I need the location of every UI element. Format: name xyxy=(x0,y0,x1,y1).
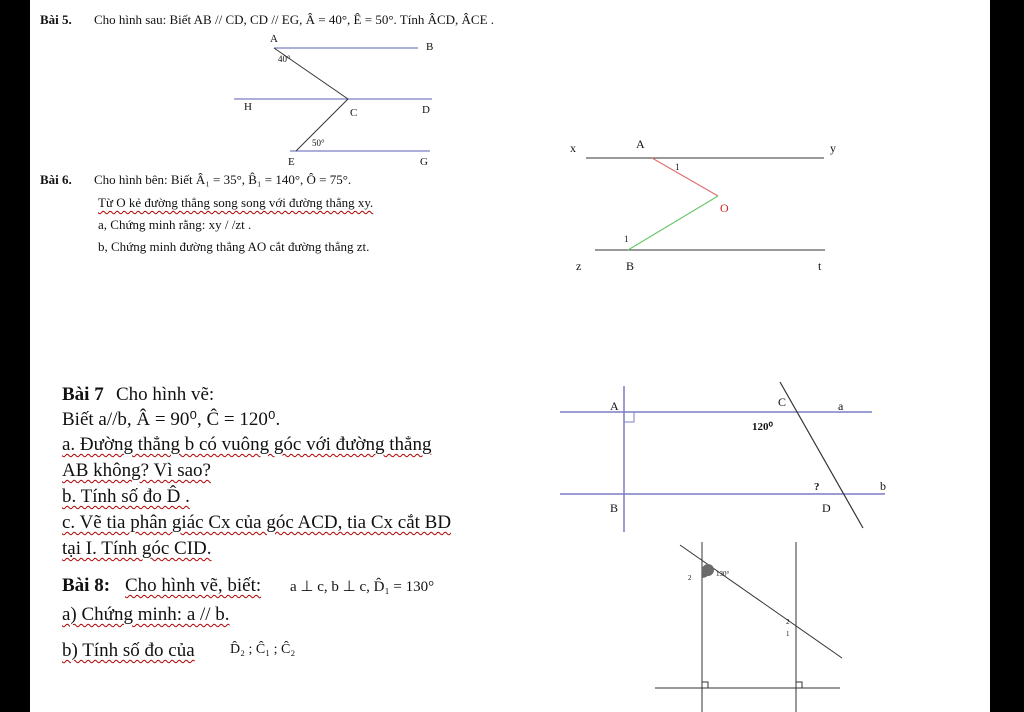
problem-6-line1: Từ O kẻ đường thẳng song song với đường thẳng xy. xyxy=(98,195,374,210)
angle-d1-shade xyxy=(702,564,714,576)
label-a: A xyxy=(610,399,619,413)
segment-ob xyxy=(628,196,718,250)
angle-c2-label: 2 xyxy=(786,618,790,626)
problem-7-label: Bài 7 xyxy=(62,384,104,405)
label-h: H xyxy=(244,101,252,113)
problem-7-line4: b. Tính số đo D̂ . xyxy=(62,486,190,507)
problem-7-intro: Cho hình vẽ: xyxy=(116,384,215,405)
segment-ao xyxy=(652,158,718,196)
problem-8-intro: Cho hình vẽ, biết: xyxy=(125,575,262,596)
angle-d2-label: 2 xyxy=(688,574,692,582)
problem-8-angles: D̂₂ ; Ĉ₁ ; Ĉ₂ xyxy=(230,642,296,657)
problem-5-label: Bài 5. xyxy=(40,12,72,27)
label-z: z xyxy=(576,259,582,273)
figure-6 xyxy=(570,137,836,273)
label-x: x xyxy=(570,141,576,155)
figure-8 xyxy=(655,542,842,712)
right-angle-mark xyxy=(624,412,634,422)
document-page xyxy=(30,0,990,712)
problem-7-line6: tại I. Tính góc CID. xyxy=(62,538,212,559)
problem-7-line2: a. Đường thẳng b có vuông góc với đường thẳng xyxy=(62,434,432,455)
problem-7-line5: c. Vẽ tia phân giác Cx của góc ACD, tia Cx cắt BD xyxy=(62,512,452,533)
problem-7-line1: Biết a//b, Â = 90⁰, Ĉ = 120⁰. xyxy=(62,409,281,430)
problem-7-line3: AB không? Vì sao? xyxy=(62,460,211,481)
problem-8-line1: a) Chứng minh: a // b. xyxy=(62,604,230,625)
figure-5 xyxy=(234,33,433,168)
angle-e-label: 50° xyxy=(312,138,325,148)
label-a: A xyxy=(636,137,645,151)
label-c: C xyxy=(778,395,787,409)
problem-6-line2: a, Chứng minh rằng: xy / /zt . xyxy=(98,217,252,232)
angle-a1-label: 1 xyxy=(675,162,680,172)
label-y: y xyxy=(830,141,836,155)
angle-c-label: 120⁰ xyxy=(752,421,773,433)
label-a: A xyxy=(270,33,278,45)
problem-8-line2: b) Tính số đo của xyxy=(62,640,195,661)
label-d: D xyxy=(422,104,430,116)
angle-b1-label: 1 xyxy=(624,234,629,244)
label-o: O xyxy=(720,201,729,215)
problem-6-intro: Cho hình bên: Biết Â₁ = 35°, B̂₁ = 140°, Ô = 75°. xyxy=(94,172,352,187)
angle-d-unknown: ? xyxy=(814,481,820,493)
label-b: B xyxy=(626,259,635,273)
figure-7 xyxy=(560,382,886,532)
label-t: t xyxy=(818,259,822,273)
figures-canvas xyxy=(30,0,990,712)
problem-8-condition: a ⊥ c, b ⊥ c, D̂₁ = 130° xyxy=(290,579,435,595)
label-b: B xyxy=(426,41,434,53)
problem-6-label: Bài 6. xyxy=(40,172,72,187)
label-c: C xyxy=(350,107,358,119)
problem-8-label: Bài 8: xyxy=(62,575,111,596)
right-angle-mark-a xyxy=(702,682,708,688)
label-d: D xyxy=(822,501,831,515)
angle-a-label: 40° xyxy=(278,54,291,64)
right-angle-mark-b xyxy=(796,682,802,688)
angle-d1-label: 130° xyxy=(716,570,730,578)
label-e: E xyxy=(288,156,295,168)
label-g: G xyxy=(420,156,428,168)
label-b: B xyxy=(610,501,619,515)
problem-5-text: Cho hình sau: Biết AB // CD, CD // EG, Â = 40°, Ê = 50°. Tính ÂCD, ÂCE . xyxy=(94,12,495,27)
label-line-b: b xyxy=(880,479,886,493)
label-line-a: a xyxy=(838,399,844,413)
angle-c1-label: 1 xyxy=(786,630,790,638)
problem-6-line3: b, Chứng minh đường thẳng AO cắt đường thẳng zt. xyxy=(98,239,370,254)
transversal-dc xyxy=(680,545,842,658)
